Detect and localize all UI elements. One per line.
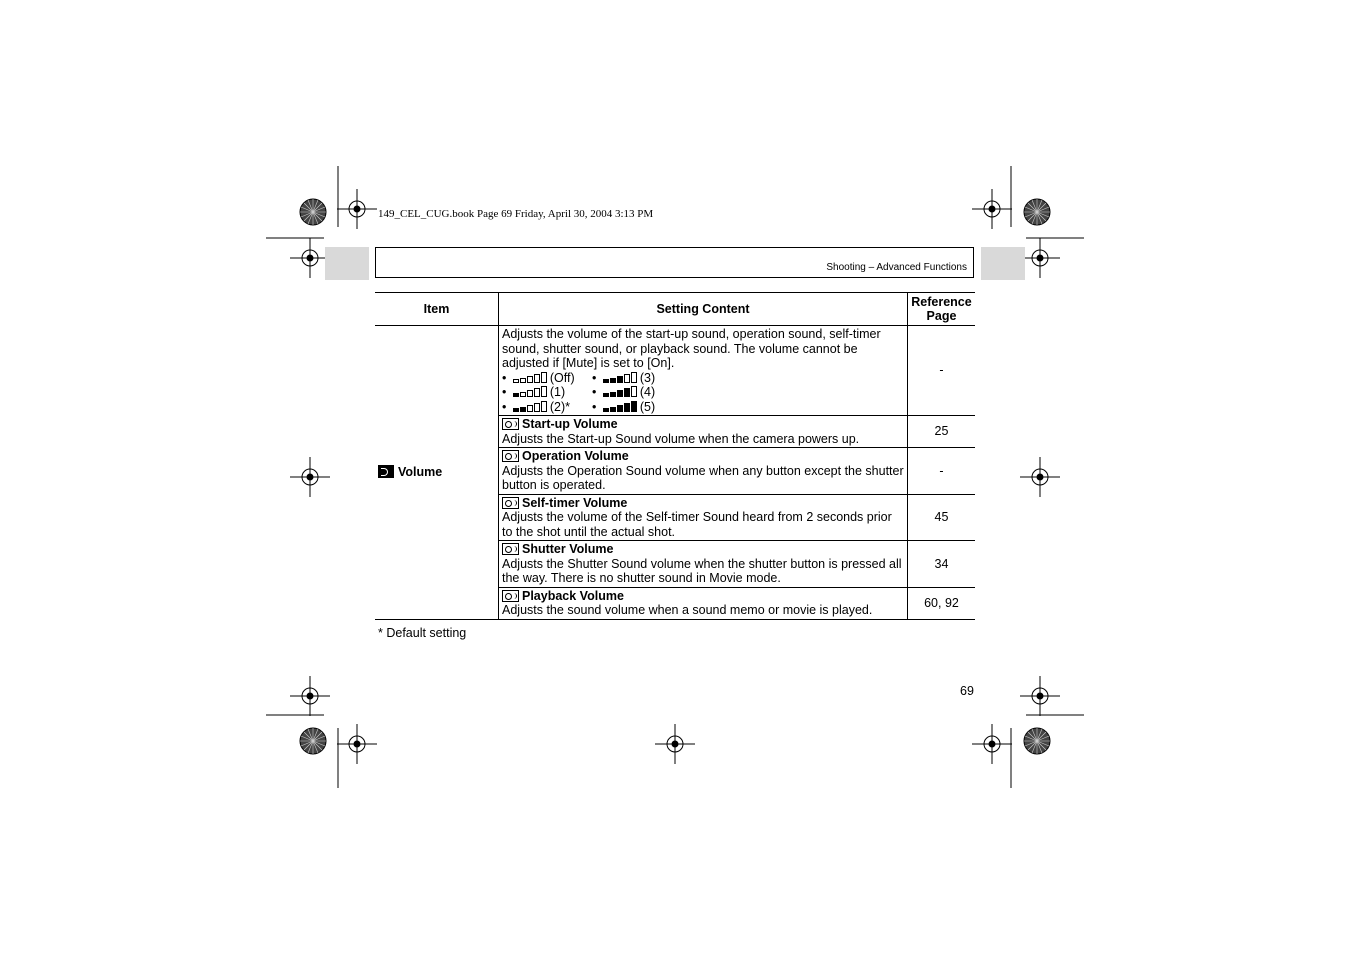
operation-volume-icon (502, 450, 519, 462)
left-thumb-tab (325, 247, 369, 280)
header-item: Item (375, 293, 499, 326)
row-text: Adjusts the Shutter Sound volume when the shutter button is pressed all the way. There is no shutter sound in Movie mode. (502, 556, 902, 585)
row-title: Playback Volume (522, 588, 624, 603)
volume-level-item: • (1) (502, 385, 566, 399)
volume-bars-icon (603, 401, 637, 412)
row-title: Start-up Volume (522, 417, 618, 431)
volume-level-label: (3) (639, 370, 656, 385)
volume-settings-table (375, 292, 975, 620)
header-setting-content: Setting Content (499, 293, 908, 326)
row-text: Adjusts the sound volume when a sound memo or movie is played. (502, 603, 873, 617)
ref-cell: - (908, 326, 976, 416)
ref-cell: 34 (908, 541, 976, 588)
volume-level-item: • (4) (592, 385, 656, 399)
header-reference-page: Reference Page (908, 293, 976, 326)
volume-level-item: • (2)* (502, 399, 571, 414)
volume-level-item: • (3) (592, 370, 656, 385)
intro-text: Adjusts the volume of the start-up sound, operation sound, self-timer sound, shutter sound, or playback sound. The volume cannot be adjusted if [Mute] is set to [On]. (502, 327, 881, 370)
footnote: * Default setting (378, 626, 467, 640)
row-text: Adjusts the Start-up Sound volume when the camera powers up. (502, 431, 860, 446)
volume-level-label: (Off) (549, 370, 575, 385)
volume-bars-icon (603, 386, 637, 397)
volume-bars-icon (513, 401, 547, 412)
shutter-volume-icon (502, 543, 519, 555)
intro-content (499, 326, 908, 416)
table-row (375, 326, 975, 416)
row-title: Shutter Volume (522, 542, 614, 556)
volume-level-label: (5) (639, 399, 656, 414)
row-title: Operation Volume (522, 449, 629, 463)
section-title: Shooting – Advanced Functions (826, 262, 967, 273)
volume-level-item: • (5) (592, 399, 656, 414)
playback-volume-icon (502, 590, 519, 602)
page-number: 69 (960, 684, 974, 698)
ref-cell: 25 (908, 416, 976, 448)
ref-cell: 60, 92 (908, 587, 976, 619)
item-cell (375, 326, 499, 620)
running-header (375, 247, 974, 278)
table-header-row (375, 293, 975, 326)
volume-level-label: (1) (549, 385, 566, 399)
book-info-line: 149_CEL_CUG.book Page 69 Friday, April 30, 2004 3:13 PM (378, 208, 654, 220)
ref-cell: 45 (908, 494, 976, 541)
volume-bars-icon (603, 372, 637, 383)
volume-level-list (502, 371, 904, 415)
ref-cell: - (908, 448, 976, 495)
volume-level-label: (2)* (549, 399, 571, 414)
startup-volume-icon (502, 418, 519, 430)
volume-bars-icon (513, 386, 547, 397)
item-label: Volume (398, 465, 443, 479)
volume-bars-icon (513, 372, 547, 383)
volume-level-item: • (Off) (502, 370, 575, 385)
row-title: Self-timer Volume (522, 495, 628, 510)
volume-icon (378, 465, 394, 478)
self-timer-volume-icon (502, 497, 519, 509)
volume-level-label: (4) (639, 385, 656, 399)
right-thumb-tab (981, 247, 1025, 280)
row-text: Adjusts the volume of the Self-timer Sound heard from 2 seconds prior to the shot until the actual shot. (502, 510, 892, 539)
row-text: Adjusts the Operation Sound volume when any button except the shutter button is operated. (502, 463, 904, 492)
